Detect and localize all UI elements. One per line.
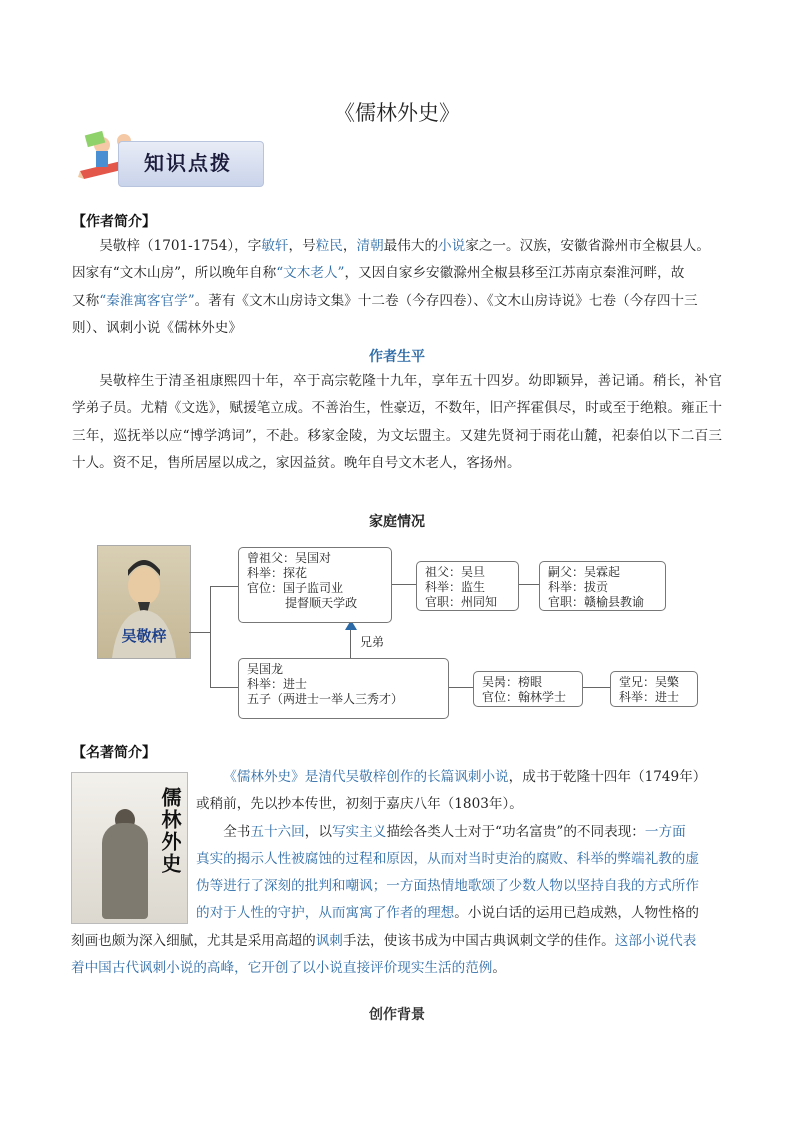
body-text: ，又因自家乡安徽滁州全椒县移至江苏南京秦淮河畔，故 (344, 265, 685, 282)
tree-line (583, 687, 610, 688)
tree-line (189, 632, 211, 633)
author-intro-heading: 【作者简介】 (72, 214, 156, 230)
text-line (72, 260, 722, 287)
box-line: 提督顺天学政 (247, 596, 358, 610)
text-line (196, 819, 722, 846)
life-body (72, 368, 722, 477)
author-portrait (97, 545, 191, 659)
tree-line (210, 586, 238, 587)
highlight-text: “文木老人” (276, 265, 345, 282)
text-line (196, 791, 722, 818)
highlight-text: 小说 (438, 238, 466, 254)
body-text: ，号 (288, 238, 316, 254)
highlight-text: 讽刺 (315, 932, 343, 949)
tree-line (350, 627, 351, 658)
body-text: 则）、讽刺小说《儒林外史》 (72, 319, 242, 336)
guolong-box (238, 658, 449, 719)
box-line: 五子（两进士一举人三秀才） (247, 692, 404, 706)
highlight-text: 着中国古代讽刺小说的高峰，它开创了以小说直接评价现实生活的范例 (71, 960, 493, 977)
body-text: 。小说白话的运用已趋成熟，人物性格的 (454, 905, 699, 922)
text-line (72, 288, 722, 315)
body-text: 又称 (72, 292, 100, 309)
body-text: 。 (492, 960, 506, 977)
book-image-title: 儒林外史 (158, 787, 182, 875)
cousin-box (610, 671, 698, 707)
box-line: 科举：拔贡 (548, 580, 609, 594)
highlight-text: “秦淮寓客官学” (99, 292, 195, 309)
adoptive-father-box (539, 561, 666, 611)
wuhui-box (473, 671, 583, 707)
body-text: 吴敬梓（1701-1754），字 (99, 238, 262, 254)
banner-label: 知识点拨 (144, 151, 232, 175)
text-line (196, 873, 722, 900)
text-line (196, 846, 722, 873)
highlight-text: 一方面 (644, 823, 686, 840)
grandfather-box (416, 561, 519, 611)
tree-line (392, 584, 416, 585)
highlight-text: 伪等进行了深刻的批判和嘲讽；一方面热情地歌颂了少数人物以坚持自我的方式所作 (196, 878, 699, 895)
highlight-text: 写实主义 (331, 823, 387, 840)
highlight-text: 这部小说代表 (614, 932, 697, 949)
box-line: 科举：进士 (247, 677, 308, 691)
book-cover-image (71, 772, 188, 924)
figure-body (102, 823, 148, 919)
highlight-text: 粒民 (315, 238, 343, 254)
text-line (71, 928, 722, 955)
text-line (72, 315, 722, 342)
tree-line (210, 687, 238, 688)
box-line: 祖父：吴旦 (425, 565, 486, 579)
box-line: 曾祖父：吴国对 (247, 551, 332, 565)
highlight-text: 的对于人性的守护，从而寓寓了作者的理想 (196, 905, 455, 922)
background-heading: 创作背景 (369, 1007, 425, 1023)
tree-line (210, 586, 211, 687)
page-title: 《儒林外史》 (334, 101, 460, 125)
book-intro-body (71, 764, 722, 982)
highlight-text: 清朝 (356, 238, 384, 254)
body-text: 家之一。汉族，安徽省滁州市全椒县人。 (465, 238, 710, 254)
text-line (71, 955, 722, 982)
body-text: 。著有《文木山房诗文集》十二卷（今存四卷）、《文木山房诗说》七卷（今存四十三 (194, 292, 698, 309)
highlight-text: 五十六回 (250, 823, 305, 840)
highlight-text: 真实的揭示人性被腐蚀的过程和原因，从而对当时吏治的腐败、科举的弊端礼教的虚 (196, 850, 699, 867)
text-line (196, 764, 722, 791)
text-line (196, 900, 722, 927)
body-text: 全书 (223, 823, 251, 840)
portrait-name: 吴敬梓 (121, 627, 167, 645)
box-line: 科举：进士 (619, 690, 680, 704)
author-intro-body (72, 233, 722, 342)
body-text: 或稍前，先以抄本传世，初刻于嘉庆八年（1803年）。 (196, 796, 523, 813)
box-line: 嗣父：吴霖起 (548, 565, 621, 579)
body-text: ，成书于乾隆十四年（1749年） (508, 769, 707, 785)
life-text: 吴敬梓生于清圣祖康熙四十年，卒于高宗乾隆十九年，享年五十四岁。幼即颖异，善记诵。稍长，补官学弟子员。尤精《文选》，赋援笔立成。不善治生，性豪迈，不数年，旧产挥霍俱尽，时或至于绝粮。雍正十三年，巡抚举以应“博学鸿词”，不赴。移家金陵，为文坛盟主。又建先贤祠于雨花山麓，祀泰伯以下二百三十人。资不足，售所居屋以成之，家因益贫。晚年自号文木老人，客扬州。 (72, 373, 722, 471)
life-heading: 作者生平 (369, 349, 425, 365)
tree-line (519, 584, 539, 585)
body-text: 最伟大的 (383, 238, 439, 254)
tree-line (449, 687, 473, 688)
body-text: 刻画也颇为深入细腻，尤其是采用高超的 (71, 932, 316, 949)
box-line: 官职：赣榆县教谕 (548, 595, 645, 609)
body-text: 手法，使该书成为中国古典讽刺文学的佳作。 (342, 932, 615, 949)
brother-label: 兄弟 (360, 635, 385, 649)
box-line: 吴国龙 (247, 662, 284, 676)
highlight-text: 《儒林外史》是清代吴敬梓创作的长篇讽刺小说 (223, 769, 509, 785)
book-intro-heading: 【名著简介】 (72, 745, 156, 761)
body-text: 因家有“文木山房”，所以晚年自称 (72, 265, 277, 282)
family-heading: 家庭情况 (369, 514, 425, 530)
highlight-text: 敏轩 (261, 238, 289, 254)
great-grandfather-box (238, 547, 392, 623)
box-line: 科举：监生 (425, 580, 486, 594)
box-line: 官位：国子监司业 (247, 581, 344, 595)
box-line: 科举：探花 (247, 566, 308, 580)
box-line: 堂兄：吴檠 (619, 675, 680, 689)
body-text: ，以 (304, 823, 332, 840)
box-line: 官位：翰林学士 (482, 690, 567, 704)
box-line: 吴昺：榜眼 (482, 675, 543, 689)
box-line: 官职：州同知 (425, 595, 498, 609)
section-banner (78, 129, 262, 187)
body-text: ， (342, 238, 357, 254)
body-text: 描绘各类人士对于“功名富贵”的不同表现： (386, 823, 645, 840)
text-line (72, 233, 722, 260)
